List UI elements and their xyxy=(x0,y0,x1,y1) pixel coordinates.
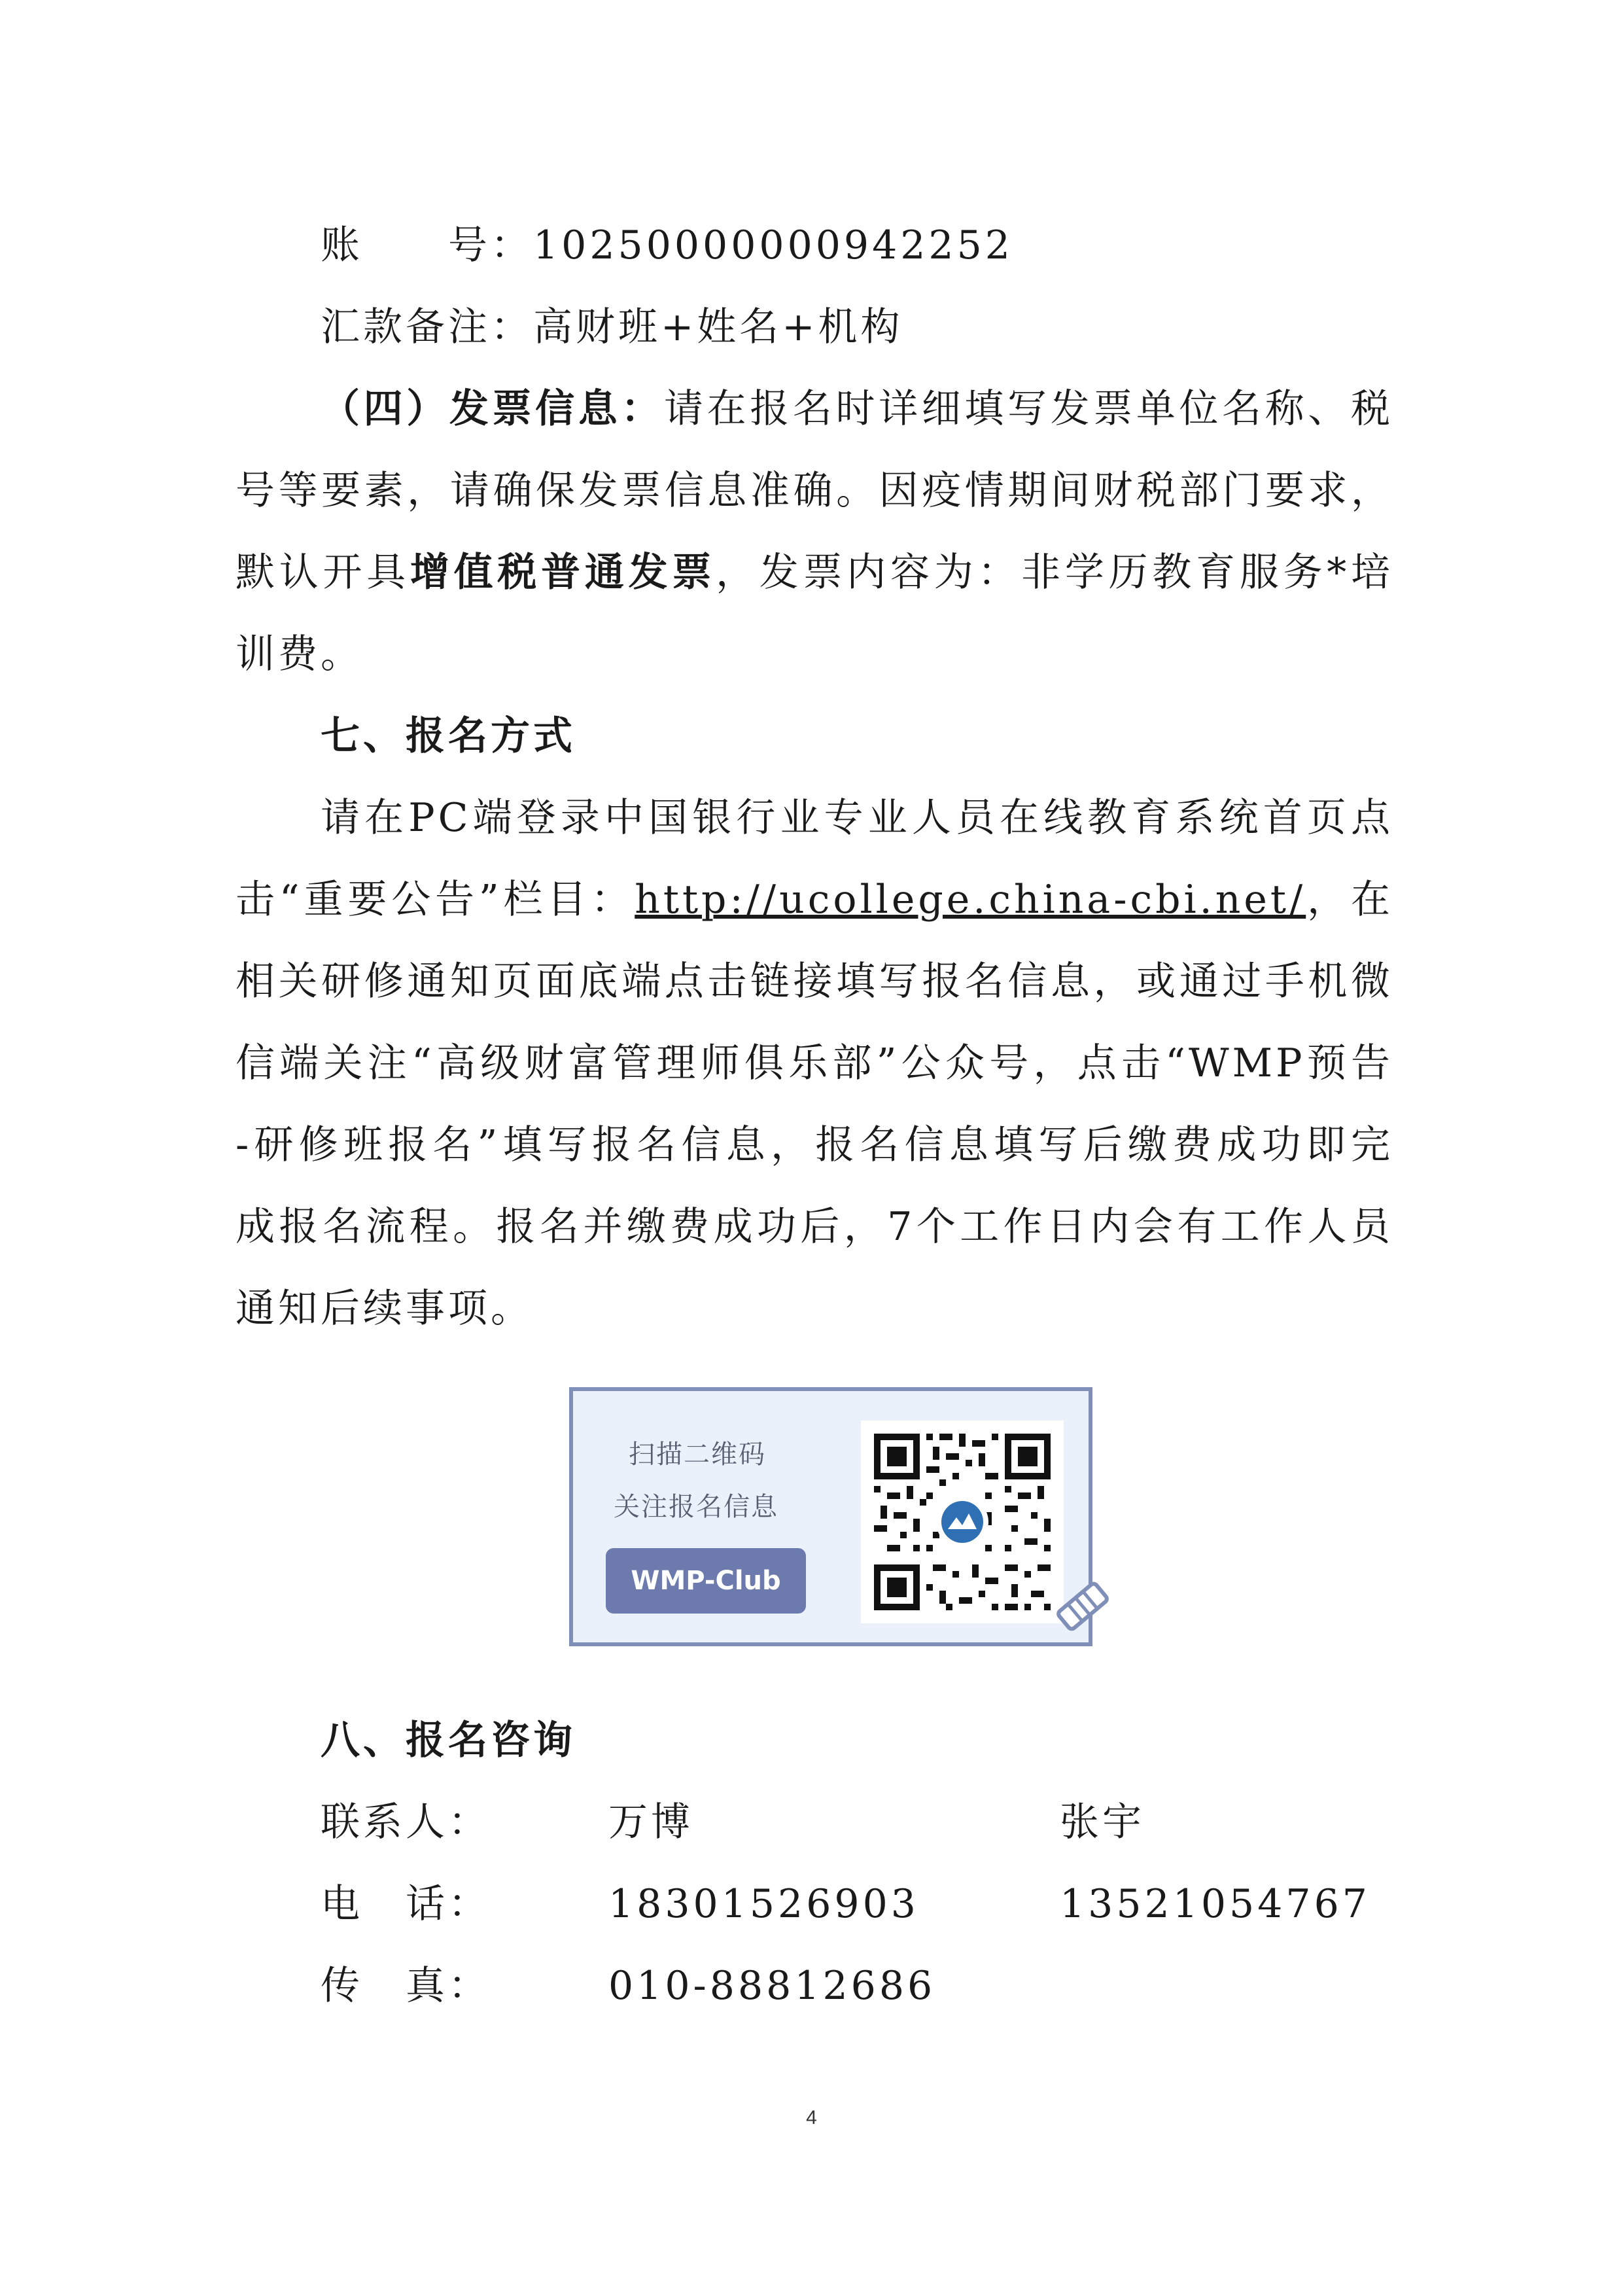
invoice-heading: （四）发票信息： xyxy=(321,386,664,432)
contact-name-2: 张宇 xyxy=(1060,1799,1145,1845)
section-7-line-4: 信端关注“高级财富管理师俱乐部”公众号，点击“WMP预告 xyxy=(236,1040,1393,1086)
section-7-line-3: 相关研修通知页面底端点击链接填写报名信息，或通过手机微 xyxy=(236,959,1393,1004)
section-7-line2-post: ，在 xyxy=(1306,877,1393,923)
invoice-line1-text: 请在报名时详细填写发票单位名称、税 xyxy=(664,386,1393,432)
section-7-line-2 xyxy=(236,874,1393,926)
wmp-club-button[interactable]: WMP-Club xyxy=(606,1548,806,1614)
invoice-line3-pre: 默认开具 xyxy=(236,550,410,595)
invoice-line-1 xyxy=(321,383,1393,435)
section-8-heading: 八、报名咨询 xyxy=(321,1718,576,1763)
qr-code-graphic xyxy=(861,1421,1064,1623)
fax-label: 传 真： xyxy=(321,1963,491,2009)
invoice-line-2: 号等要素，请确保发票信息准确。因疫情期间财税部门要求， xyxy=(236,468,1393,514)
fax-number: 010-88812686 xyxy=(608,1963,936,2009)
invoice-type-bold: 增值税普通发票 xyxy=(410,550,716,595)
invoice-line3-post: ，发票内容为：非学历教育服务*培 xyxy=(716,550,1394,595)
account-label: 账 号： xyxy=(321,222,533,268)
section-7-line-6: 成报名流程。报名并缴费成功后，7个工作日内会有工作人员 xyxy=(236,1204,1393,1250)
remark-label: 汇款备注： xyxy=(321,304,533,350)
qr-card-line-2: 关注报名信息 xyxy=(614,1492,778,1522)
page-number: 4 xyxy=(806,2107,817,2128)
account-value: 10250000000942252 xyxy=(533,222,1013,268)
section-7-line-5: -研修班报名”填写报名信息，报名信息填写后缴费成功即完 xyxy=(236,1122,1393,1168)
handshake-icon xyxy=(1047,1570,1119,1642)
ucollege-link[interactable]: http://ucollege.china-cbi.net/ xyxy=(635,877,1306,923)
section-7-line-1: 请在PC端登录中国银行业专业人员在线教育系统首页点 xyxy=(321,795,1393,841)
section-7-heading: 七、报名方式 xyxy=(321,713,576,759)
contact-label: 联系人： xyxy=(321,1799,491,1845)
contact-name-1: 万博 xyxy=(608,1799,693,1845)
remark-line xyxy=(321,301,903,353)
section-7-line2-pre: 击“重要公告”栏目： xyxy=(236,877,635,923)
account-line xyxy=(321,219,1013,272)
section-7-line-7: 通知后续事项。 xyxy=(236,1286,533,1332)
qr-code-icon[interactable] xyxy=(861,1421,1064,1623)
qr-card xyxy=(569,1387,1092,1646)
remark-value: 高财班+姓名+机构 xyxy=(533,304,903,350)
invoice-line-3 xyxy=(236,546,1393,599)
phone-number-2: 13521054767 xyxy=(1060,1881,1370,1927)
invoice-line-4: 训费。 xyxy=(236,631,363,677)
qr-card-line-1: 扫描二维码 xyxy=(629,1439,766,1470)
phone-label: 电 话： xyxy=(321,1881,491,1927)
phone-number-1: 18301526903 xyxy=(608,1881,919,1927)
